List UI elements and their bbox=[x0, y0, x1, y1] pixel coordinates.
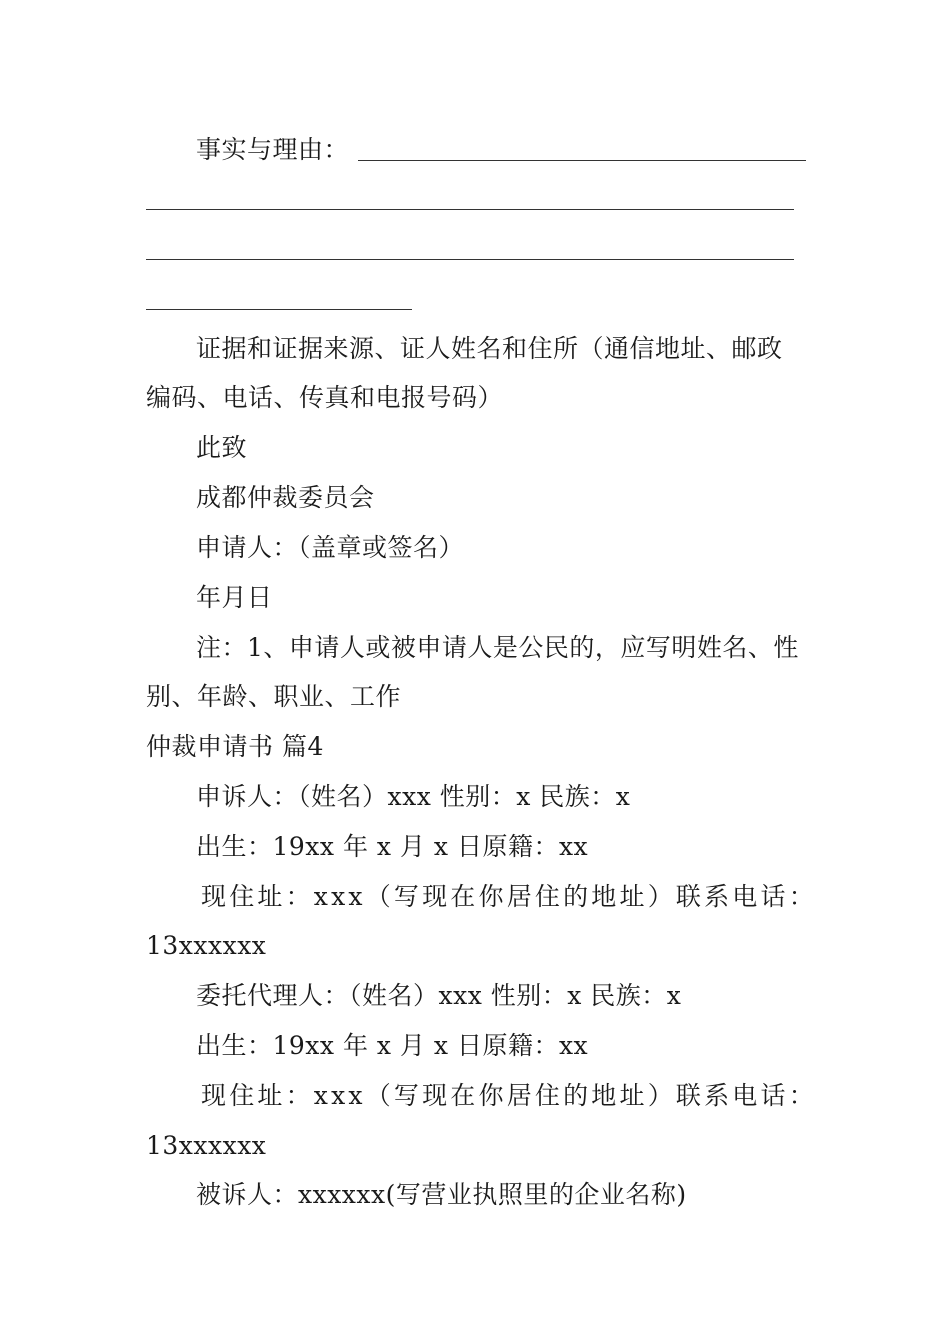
facts-blank-line-2 bbox=[146, 209, 794, 210]
agent-birth-line: 出生：19xx 年 x 月 x 日原籍：xx bbox=[196, 1031, 589, 1060]
appellant-phone-line: 13xxxxxx bbox=[146, 931, 267, 960]
appellant-address-line: 现住址：xxx（写现在你居住的地址）联系电话： bbox=[201, 882, 817, 911]
note-line-2: 别、年龄、职业、工作 bbox=[146, 682, 402, 711]
salutation: 此致 bbox=[196, 433, 248, 462]
facts-blank-line-1 bbox=[358, 160, 806, 161]
facts-blank-line-3 bbox=[146, 259, 794, 260]
agent-address-line: 现住址：xxx（写现在你居住的地址）联系电话： bbox=[201, 1081, 817, 1110]
facts-blank-line-4 bbox=[146, 309, 412, 310]
evidence-line-2: 编码、电话、传真和电报号码） bbox=[146, 383, 504, 412]
recipient: 成都仲裁委员会 bbox=[196, 483, 375, 512]
appellant-name-line: 申诉人：（姓名）xxx 性别：x 民族：x bbox=[196, 782, 631, 811]
facts-label: 事实与理由： bbox=[196, 135, 350, 164]
evidence-line-1: 证据和证据来源、证人姓名和住所（通信地址、邮政 bbox=[196, 334, 783, 363]
appellant-birth-line: 出生：19xx 年 x 月 x 日原籍：xx bbox=[196, 832, 589, 861]
agent-phone-line: 13xxxxxx bbox=[146, 1131, 267, 1160]
respondent-line: 被诉人：xxxxxx(写营业执照里的企业名称) bbox=[196, 1180, 687, 1209]
date-line: 年月日 bbox=[196, 583, 273, 612]
note-line-1: 注：1、申请人或被申请人是公民的，应写明姓名、性 bbox=[196, 633, 799, 662]
agent-name-line: 委托代理人：（姓名）xxx 性别：x 民族：x bbox=[196, 981, 682, 1010]
section-heading: 仲裁申请书 篇4 bbox=[146, 732, 324, 761]
applicant-signature: 申请人：（盖章或签名） bbox=[196, 533, 465, 562]
